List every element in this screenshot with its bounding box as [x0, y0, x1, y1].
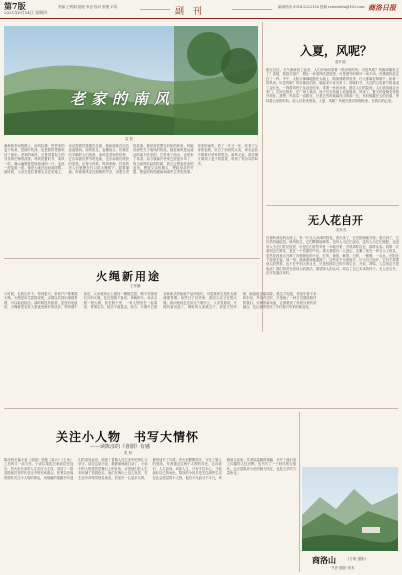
hero-photo: [4, 26, 258, 135]
article-body: 夏至过后，天气渐渐热了起来，人们开始盼望着一阵凉爽的风。可是风呢？风躲到哪里去了？清晨，我推开窗户，想让一丝清风吹进屋里，可是窗外的树叶一动不动，仿佛被热浪定住了一样。中午，太阳火辣辣地照在大地上，路面被晒得发烫，行人都躲在树荫下，盼着一阵风来。可是风呢？风好像也怕热，躲起来不肯出来了。傍晚时分，天边的云彩被夕阳染成了金红色，一阵微风终于从远处吹来，带着一丝丝凉意，拂过人们的脸庞。人们欢喜地走出家门，在河边散步，在广场上乘凉，孩子们在草地上追逐嬉戏。风来了，夏天的夜晚变得格外美好。我想，风其实一直都在，只是它有时候躲在山的那一边，有时候藏在云的后面，等待着合适的时机，给人们带来惊喜。入夏，风呢？风就在我们的期盼里，在我们的心里。: [266, 68, 399, 103]
contact-info: 新闻热线 0914-2322156 投稿 renwenbu@163.com: [278, 5, 365, 9]
column-divider: [262, 22, 263, 332]
divider: [232, 9, 272, 10]
article-author: 慕升瑞: [335, 60, 346, 64]
article-title: 火绳新用途: [96, 270, 161, 283]
article-body: 小时候，在我们乡下，每到夏天，家家户户都要搓火绳。火绳是用艾蒿搓成的，点燃以后冒出缕缕青烟，可以驱赶蚊虫。那时候没有蚊香，更没有电蚊拍，火绳就是农家人夏夜里最好的伙伴。每到端午前后，父亲就到山上割回一捆捆艾蒿，晒干后搓成长长的火绳，挂在屋檐下备用。傍晚时分，母亲点燃一根火绳，放在院子里，一家人围坐在一起乘凉，青烟袅袅，蚊虫不敢靠近。如今，火绳早已被各种新式的驱蚊产品所取代，可是我却总是怀念那缕缕青烟。前些日子回老家，看到父亲又在搓火绳，我问他现在还用这个做什么，父亲笑着说，火绳有新用途了，城里的人喜欢这个，说是天然环保，能驱蚊还能闻香。我这才知道，老祖宗留下来的东西，并没有过时，只是换了一种方式继续陪伴着我们。火绳的新用途，让我看到了传统与现代的融合，也让我感受到了乡村振兴带来的新变化。: [4, 292, 317, 310]
editor-credits: 责编 王利娟 组版 李忠 校对 张俊 平均: [58, 5, 118, 9]
landscape-photo: [302, 467, 398, 551]
section-title: 副 刊: [175, 7, 205, 17]
page-number: 第7版: [4, 1, 26, 11]
photo-title: 商洛山: [312, 555, 336, 565]
column-divider: [299, 412, 300, 572]
article-title: 关注小人物 书写大情怀: [56, 430, 200, 444]
article-subtitle: ——读陈彦的《喜剧》有感: [90, 444, 151, 450]
newspaper-logo: 商洛日报: [368, 3, 396, 12]
divider: [4, 408, 398, 409]
article-body: 陈彦的长篇小说《喜剧》是继《装台》《主角》之后的又一部力作。小说以秦腔丑角演员贺加贝、贺火炬兄弟的人生沉浮为主线，讲述了一群喜剧演员在时代变迁中的悲欢离合。作者以悲悯的情怀关注小人物的命运，用细腻的笔触书写他们的喜怒哀乐，展现了普通人在生活中的挣扎与坚守。读完这部小说，我被深深地打动了。小说中的人物虽然是舞台上的丑角，可是他们的人生却充满了悲剧色彩。他们在舞台上逗人发笑，在生活中却常常独自流泪。贺加贝一心追求名利，最终迷失了自我；贺火炬默默坚守，守住了做人的底线。作者通过这两个人物的对比，告诉我们：人生如戏，戏如人生，只有守住本心，才能演好自己的角色。陈彦的小说总是关注那些生活在社会底层的小人物，他们平凡而又不平凡，卑微而又高贵。作者用温暖的笔触，书写了他们身上闪耀的人性光辉，也书写了一个时代的大情怀。这正是陈彦小说的魅力所在，也是文学的力量所在。: [4, 458, 296, 480]
article-title: 入夏，风呢？: [300, 44, 373, 58]
article-author: 张 桥: [124, 451, 133, 455]
article-body: 渐渐的乡间的路上，南风轻拂，把老家的麦子吹黄，把树叶吹绿，也把我的思绪吹回了童年。老家的南风，总是带着泥土的芬芳和庄稼的清香。每到初夏时节，南风一吹，满山遍野都是绿油油的一片，麦浪一波接着一波，像是大地在轻轻地呼吸。那时候，父亲总是扛着锄头走在田埂上，母亲提着竹篮跟在后面，我和妹妹在田边追逐嬉戏。南风吹过，麦穗低头，仿佛在向辛勤的人们致意。南风是老家的信使，它告诉我们季节的变换，也告诉我们收获的喜悦。记得小时候，每到傍晚，村里的老人们就聚在村口的大槐树下，摇着蒲扇，听着南风穿过树梢的声音，讲着古老的故事。我常常依偎在奶奶的怀里，听她讲那些关于南风的传说。她说南风是从遥远的南方吹来的，它带来了雨水，也带来了希望。如今我离开老家已经很多年了，每当南风吹起的时候，我总会想起老家的麦田，想起父亲的锄头，想起母亲的竹篮，想起奶奶的蒲扇和那些古老的故事。老家的南风，吹了一年又一年，吹老了父母的容颜，吹白了奶奶的头发，却永远吹不散我对老家的思念。南风又起，我仿佛又闻到了麦子的清香，听到了布谷鸟的叫声。: [4, 144, 258, 175]
article-body: 在秦岭深处的山坡上，有一片无人问津的野花。春天来了，它们悄悄地开放；夏天到了，它们热烈地绽放；秋风吹过，它们默默地凋零。没有人为它们浇水，没有人为它们施肥，也没有人为它们驻足欣赏，可是它们依然年复一年地开着，开得那样自在，那样从容。我第一次看到这片野花，是在一个初夏的午后。那天我独自一人进山，走累了坐在一块石头上休息，忽然发现身边开满了各种颜色的小花，红的、黄的、紫的、白的，一簇簇，一丛丛，在阳光下摇曳生姿。那一刻，我被深深地震撼了。这些花不为谁而开，只为自己而开，它们不需要别人的赞美，也不在乎别人的目光，只是按照自己的节奏生长、开放、凋零。人生何尝不是如此？我们常常在意别人的看法，渴望别人的认可，却忘了自己本来的样子。无人花自开，花开花落自有时。: [266, 236, 399, 276]
article-author: 高东亮: [336, 228, 347, 232]
divider: [4, 258, 260, 259]
article-title: 老家的南风: [70, 90, 176, 108]
divider: [140, 9, 170, 10]
divider: [266, 205, 399, 206]
article-author: 王怀鹏: [130, 284, 141, 288]
photo-caption: ·书法·摄影·美术·: [330, 566, 356, 570]
article-author: 袁 影: [125, 137, 134, 141]
page-header: [0, 0, 402, 19]
issue-date: 2021年6月24日 星期四: [4, 10, 48, 15]
article-title: 无人花自开: [308, 214, 363, 227]
photo-credit: (方明 摄影): [348, 557, 366, 561]
